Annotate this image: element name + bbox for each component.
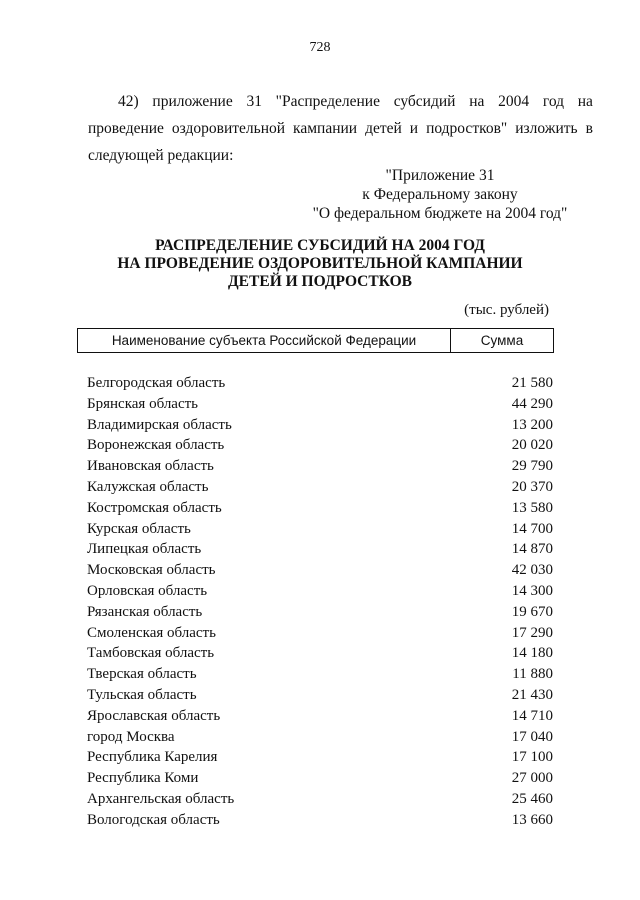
table-row <box>87 602 553 623</box>
intro-line-2-word: подростков" <box>426 120 508 137</box>
subsidy-amount: 44 290 <box>511 395 553 412</box>
table-row <box>87 664 553 685</box>
subsidy-amount: 14 700 <box>511 520 553 537</box>
subject-name: Воронежская область <box>87 437 225 454</box>
subject-name: Ивановская область <box>87 458 214 475</box>
subject-name: Тамбовская область <box>87 645 215 662</box>
subject-name: Архангельская область <box>87 790 235 807</box>
intro-line-2-word: детей <box>365 120 402 137</box>
subject-name: город Москва <box>87 728 175 745</box>
intro-line-1 <box>88 88 593 115</box>
subsidy-amount: 19 670 <box>511 603 553 620</box>
title-line-1: РАСПРЕДЕЛЕНИЕ СУБСИДИЙ НА 2004 ГОД <box>155 237 485 254</box>
subsidy-amount: 20 020 <box>511 437 553 454</box>
subject-name: Калужская область <box>87 478 209 495</box>
subsidy-amount: 14 300 <box>511 582 553 599</box>
appendix-ref-line-1: "Приложение 31 <box>385 167 495 184</box>
subject-name: Брянская область <box>87 395 199 412</box>
subsidy-amount: 13 200 <box>511 416 553 433</box>
intro-line-3: следующей редакции: <box>88 147 234 164</box>
intro-line-1-word: субсидий <box>393 93 456 110</box>
subsidy-amount: 20 370 <box>511 478 553 495</box>
subject-name: Орловская область <box>87 582 208 599</box>
intro-line-2-word: кампании <box>293 120 358 137</box>
subsidy-amount: 42 030 <box>511 562 553 579</box>
intro-line-2-word: оздоровительной <box>171 120 286 137</box>
document-title <box>0 237 640 291</box>
subject-name: Смоленская область <box>87 624 216 641</box>
intro-line-1-word: 2004 <box>498 93 530 110</box>
intro-line-2-word: и <box>409 120 419 137</box>
table-row <box>87 519 553 540</box>
subsidy-amount: 14 180 <box>511 645 553 662</box>
table-header <box>77 328 554 353</box>
table-row <box>87 498 553 519</box>
table-row <box>87 623 553 644</box>
table-row <box>87 789 553 810</box>
subject-name: Вологодская область <box>87 811 220 828</box>
title-line-2: НА ПРОВЕДЕНИЕ ОЗДОРОВИТЕЛЬНОЙ КАМПАНИИ <box>117 255 523 272</box>
intro-line-1-word: "Распределение <box>275 93 380 110</box>
intro-line-2-word: в <box>585 120 593 137</box>
table-row <box>87 727 553 748</box>
appendix-reference <box>290 166 590 223</box>
page-number: 728 <box>309 40 331 55</box>
table-row <box>87 373 553 394</box>
table-row <box>87 581 553 602</box>
header-sum: Сумма <box>480 333 524 348</box>
subsidy-amount: 29 790 <box>511 458 553 475</box>
table-row <box>87 685 553 706</box>
table-row <box>87 456 553 477</box>
subsidy-amount: 21 430 <box>511 686 553 703</box>
subsidy-amount: 17 040 <box>511 728 553 745</box>
subsidy-amount: 27 000 <box>511 770 553 787</box>
intro-line-1-word: на <box>577 93 593 110</box>
intro-line-2 <box>88 115 593 142</box>
intro-line-1-word: на <box>469 93 485 110</box>
subsidy-amount: 13 580 <box>511 499 553 516</box>
table-row <box>87 643 553 664</box>
subject-name: Республика Коми <box>87 770 199 787</box>
intro-line-1-word: 42) <box>118 93 139 110</box>
table-row <box>87 560 553 581</box>
table-row <box>87 747 553 768</box>
table-row <box>87 539 553 560</box>
table-row <box>87 477 553 498</box>
subject-name: Рязанская область <box>87 603 203 620</box>
intro-line-2-word: изложить <box>515 120 578 137</box>
subject-name: Владимирская область <box>87 416 232 433</box>
subsidy-amount: 21 580 <box>511 375 553 391</box>
intro-line-1-word: приложение <box>152 93 233 110</box>
subject-name: Тверская область <box>87 666 197 683</box>
table-row <box>87 768 553 789</box>
appendix-ref-line-2: к Федеральному закону <box>362 186 518 203</box>
subject-name: Республика Карелия <box>87 749 218 766</box>
subsidy-amount: 17 290 <box>511 624 553 641</box>
appendix-ref-line-3: "О федеральном бюджете на 2004 год" <box>312 205 568 222</box>
subject-name: Липецкая область <box>87 541 202 558</box>
intro-line-1-word: 31 <box>246 93 262 110</box>
subject-name: Московская область <box>87 562 216 579</box>
table-row <box>87 435 553 456</box>
subject-name: Курская область <box>87 520 191 537</box>
subsidy-amount: 17 100 <box>511 749 553 766</box>
table-row <box>87 810 553 831</box>
units-label: (тыс. рублей) <box>464 302 549 318</box>
title-line-3: ДЕТЕЙ И ПОДРОСТКОВ <box>228 273 412 290</box>
subsidy-amount: 14 710 <box>511 707 553 724</box>
header-subject-name: Наименование субъекта Российской Федерации <box>78 329 451 352</box>
table-row <box>87 706 553 727</box>
subject-name: Костромская область <box>87 499 222 516</box>
subsidy-amount: 11 880 <box>512 666 553 683</box>
subject-name: Тульская область <box>87 686 197 703</box>
subject-name: Белгородская область <box>87 375 226 391</box>
table-body <box>87 373 553 831</box>
intro-line-1-word: год <box>542 93 565 110</box>
intro-line-2-word: проведение <box>88 120 164 137</box>
subject-name: Ярославская область <box>87 707 221 724</box>
table-row <box>87 394 553 415</box>
intro-paragraph <box>88 88 593 169</box>
table-row <box>87 415 553 436</box>
subsidy-amount: 14 870 <box>511 541 553 558</box>
subsidy-amount: 13 660 <box>511 811 553 828</box>
subsidy-amount: 25 460 <box>511 790 553 807</box>
